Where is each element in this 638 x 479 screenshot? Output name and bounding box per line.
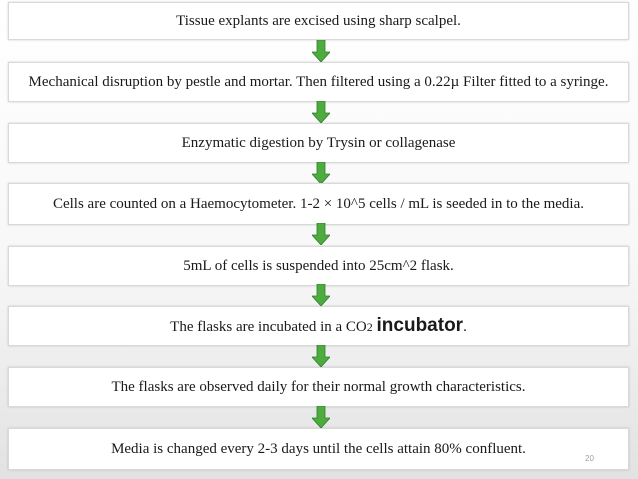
arrow-down-icon bbox=[312, 284, 330, 306]
arrow-down-icon bbox=[312, 162, 330, 184]
arrow-down-icon bbox=[312, 223, 330, 245]
step-8-box bbox=[8, 428, 629, 470]
step-8-text: Media is changed every 2-3 days until the cells attain 80% confluent. bbox=[111, 441, 526, 457]
step-3-box bbox=[8, 123, 629, 163]
step-1-text: Tissue explants are excised using sharp scalpel. bbox=[176, 13, 461, 29]
step-2-text: Mechanical disruption by pestle and mortar. Then filtered using a 0.22µ Filter fitted to a syringe. bbox=[28, 74, 609, 90]
step-5-box bbox=[8, 246, 629, 286]
step-6-box bbox=[8, 306, 629, 346]
arrow-down-icon bbox=[312, 101, 330, 123]
step-2-box bbox=[8, 62, 629, 102]
step-1-box bbox=[8, 2, 629, 40]
step-4-text: Cells are counted on a Haemocytometer. 1-2 × 10^5 cells / mL is seeded in to the media. bbox=[52, 196, 585, 212]
step-7-box bbox=[8, 367, 629, 407]
step-3-text: Enzymatic digestion by Trysin or collagenase bbox=[181, 135, 456, 151]
step-5-text: 5mL of cells is suspended into 25cm^2 flask. bbox=[183, 258, 454, 274]
step-7-text: The flasks are observed daily for their normal growth characteristics. bbox=[111, 379, 526, 395]
arrow-down-icon bbox=[312, 40, 330, 62]
step-6-emphasis: incubator bbox=[376, 314, 464, 336]
arrow-down-icon bbox=[312, 406, 330, 428]
page-number: 20 bbox=[585, 454, 594, 463]
arrow-down-icon bbox=[312, 345, 330, 367]
step-4-box bbox=[8, 183, 629, 225]
step-6-text bbox=[170, 314, 467, 336]
step-6-suffix: . bbox=[463, 318, 467, 335]
step-6-subscript: 2 bbox=[366, 319, 373, 334]
step-6-prefix: The flasks are incubated in a CO bbox=[170, 318, 367, 335]
